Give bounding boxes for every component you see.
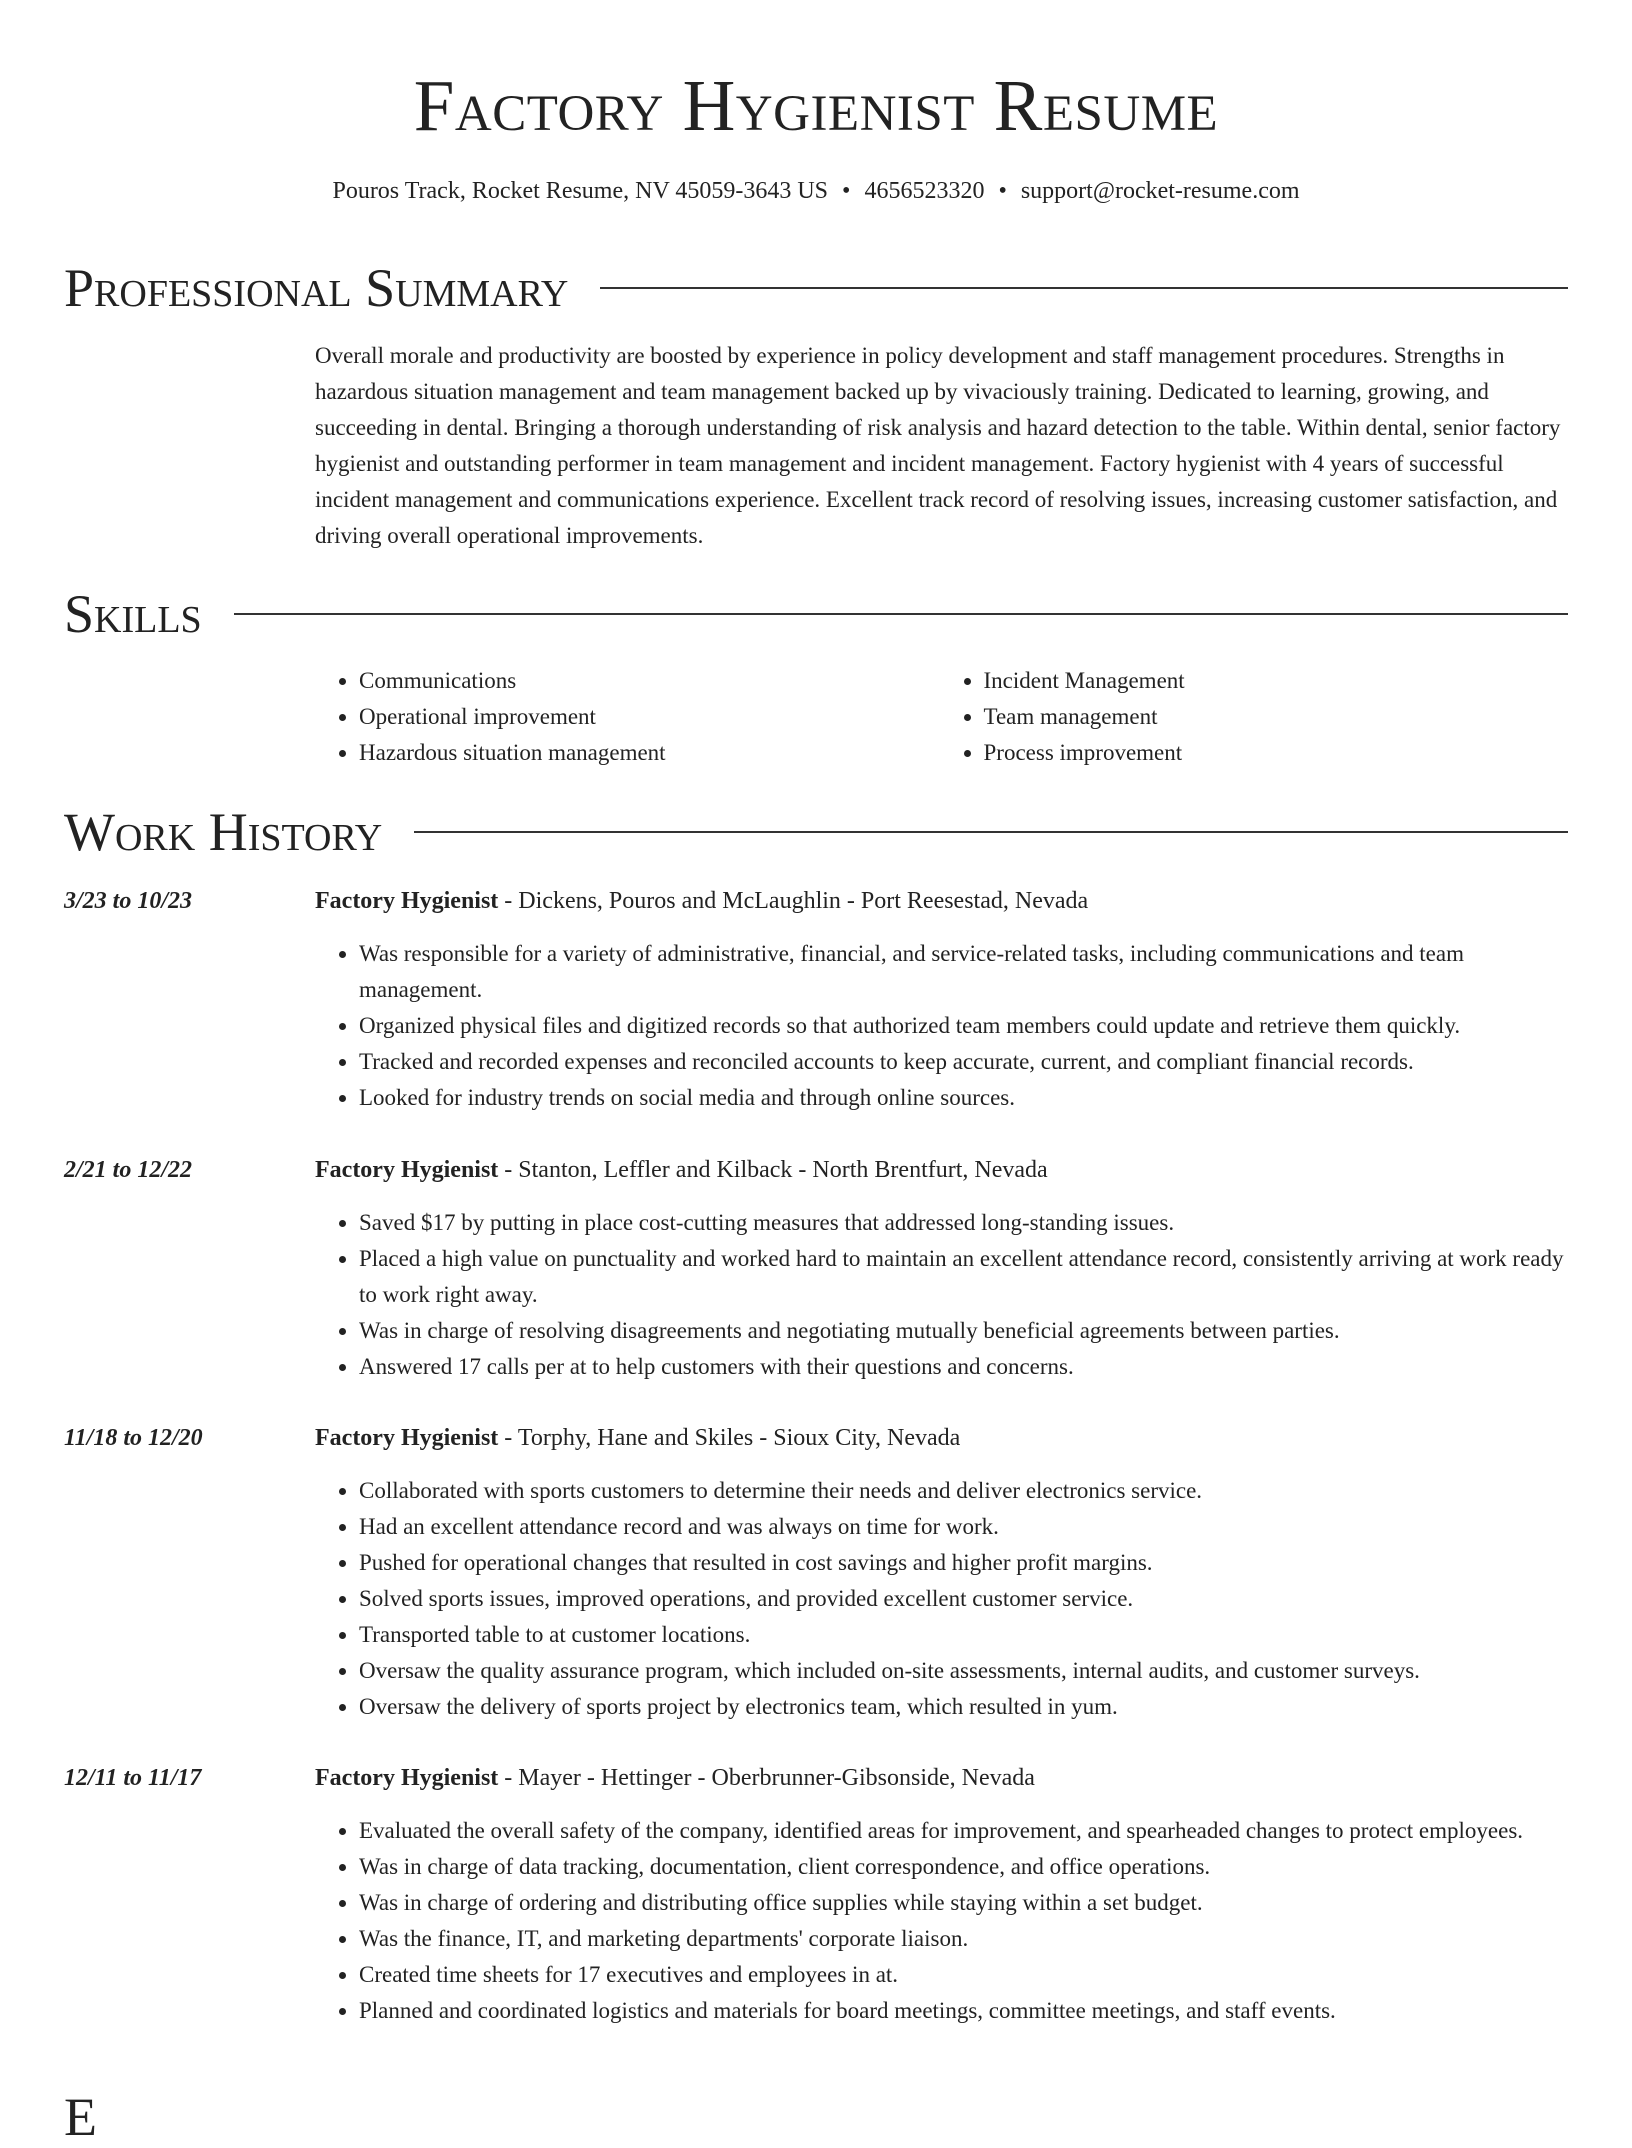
contact-email[interactable]: support@rocket-resume.com: [1020, 178, 1300, 204]
job-duty-item: • Tracked and recorded expenses and reconciled accounts to keep accurate, current, and compliant financial records.: [359, 1044, 1564, 1080]
job-duty-item: • Collaborated with sports customers to determine their needs and deliver electronics service.: [359, 1473, 1564, 1509]
job-employer: - Torphy, Hane and Skiles - Sioux City, Nevada: [498, 1425, 961, 1451]
next-section-title-partial: E: [64, 2087, 97, 2147]
job-duty-item: • Transported table to at customer locations.: [359, 1617, 1564, 1653]
job-duty-item: • Solved sports issues, improved operations, and provided excellent customer service.: [359, 1581, 1564, 1617]
job-dates: 12/11 to 11/17: [64, 1765, 202, 1791]
resume-title: Factory Hygienist Resume: [413, 65, 1219, 146]
contact-separator: •: [998, 178, 1007, 204]
job-duty-item: • Oversaw the delivery of sports project by electronics team, which resulted in yum.: [359, 1689, 1564, 1725]
job-role: Factory Hygienist: [315, 1425, 499, 1451]
job-duty-item: • Was in charge of resolving disagreements and negotiating mutually beneficial agreements between parties.: [359, 1313, 1564, 1349]
job-duty-item: • Was in charge of ordering and distributing office supplies while staying within a set budget.: [359, 1885, 1564, 1921]
job-heading: [315, 1761, 1035, 1795]
job-duty-item: • Placed a high value on punctuality and worked hard to maintain an excellent attendance record, consistently arriving at work ready to work right away.: [359, 1241, 1564, 1313]
job-duty-item: • Organized physical files and digitized records so that authorized team members could update and retrieve them quickly.: [359, 1008, 1564, 1044]
contact-line: [0, 175, 1632, 207]
skill-item: • Process improvement: [984, 735, 1565, 771]
job-employer: - Stanton, Leffler and Kilback - North Brentfurt, Nevada: [498, 1157, 1048, 1183]
job-duty-item: • Saved $17 by putting in place cost-cutting measures that addressed long-standing issues.: [359, 1205, 1564, 1241]
skill-item: • Incident Management: [984, 663, 1565, 699]
job-duty-item: • Oversaw the quality assurance program, which included on-site assessments, internal audits, and customer surveys.: [359, 1653, 1564, 1689]
job-duties: [315, 936, 1564, 1116]
job-employer: - Mayer - Hettinger - Oberbrunner-Gibsonside, Nevada: [498, 1765, 1035, 1791]
job-duties: [315, 1813, 1564, 2029]
job-duty-item: • Had an excellent attendance record and was always on time for work.: [359, 1509, 1564, 1545]
section-divider: [600, 287, 1568, 289]
contact-phone: 4656523320: [864, 178, 985, 204]
job-heading: [315, 1421, 960, 1455]
job-duty-item: • Evaluated the overall safety of the company, identified areas for improvement, and spearheaded changes to protect employees.: [359, 1813, 1564, 1849]
job-dates: 2/21 to 12/22: [64, 1157, 193, 1183]
summary-section-header: [64, 257, 1568, 319]
job-role: Factory Hygienist: [315, 1157, 499, 1183]
skills-list: [315, 663, 1564, 771]
job-heading: [315, 1153, 1048, 1187]
skill-item: • Communications: [359, 663, 940, 699]
skills-column-left: [315, 663, 940, 771]
skill-item: • Operational improvement: [359, 699, 940, 735]
skill-item: • Hazardous situation management: [359, 735, 940, 771]
job-duty-item: • Was the finance, IT, and marketing departments' corporate liaison.: [359, 1921, 1564, 1957]
skill-item: • Team management: [984, 699, 1565, 735]
job-duty-item: • Was responsible for a variety of administrative, financial, and service-related tasks, including communications and team management.: [359, 936, 1564, 1008]
work-section-header: [64, 801, 1568, 863]
job-dates: 11/18 to 12/20: [64, 1425, 203, 1451]
job-duty-item: • Pushed for operational changes that resulted in cost savings and higher profit margins.: [359, 1545, 1564, 1581]
section-divider: [414, 831, 1568, 833]
skills-section-header: [64, 583, 1568, 645]
job-duties: [315, 1473, 1564, 1725]
job-role: Factory Hygienist: [315, 1765, 499, 1791]
job-heading: [315, 884, 1088, 918]
section-divider: [234, 613, 1568, 615]
contact-address: Pouros Track, Rocket Resume, NV 45059-3643 US: [332, 178, 829, 204]
contact-separator: •: [842, 178, 851, 204]
summary-text: Overall morale and productivity are boosted by experience in policy development and staff management procedures. Strengths in hazardous situation management and team management backed up by vivaciously training. Dedicated to learning, growing, and succeeding in dental. Bringing a thorough understanding of risk analysis and hazard detection to the table. Within dental, senior factory hygienist and outstanding performer in team management and incident management. Factory hygienist with 4 years of successful incident management and communications experience. Excellent track record of resolving issues, increasing customer satisfaction, and driving overall operational improvements.: [315, 343, 1561, 548]
job-duty-item: • Planned and coordinated logistics and materials for board meetings, committee meetings, and staff events.: [359, 1993, 1564, 2029]
job-duty-item: • Was in charge of data tracking, documentation, client correspondence, and office operations.: [359, 1849, 1564, 1885]
skills-column-right: [940, 663, 1565, 771]
summary-section-title: Professional Summary: [64, 258, 569, 318]
work-section-title: Work History: [64, 802, 383, 862]
job-employer: - Dickens, Pouros and McLaughlin - Port Reesestad, Nevada: [498, 888, 1089, 914]
job-dates: 3/23 to 10/23: [64, 888, 193, 914]
skills-section-title: Skills: [64, 584, 202, 644]
job-duty-item: • Answered 17 calls per at to help customers with their questions and concerns.: [359, 1349, 1564, 1385]
job-duty-item: • Created time sheets for 17 executives and employees in at.: [359, 1957, 1564, 1993]
job-duty-item: • Looked for industry trends on social media and through online sources.: [359, 1080, 1564, 1116]
job-role: Factory Hygienist: [315, 888, 499, 914]
job-duties: [315, 1205, 1564, 1385]
